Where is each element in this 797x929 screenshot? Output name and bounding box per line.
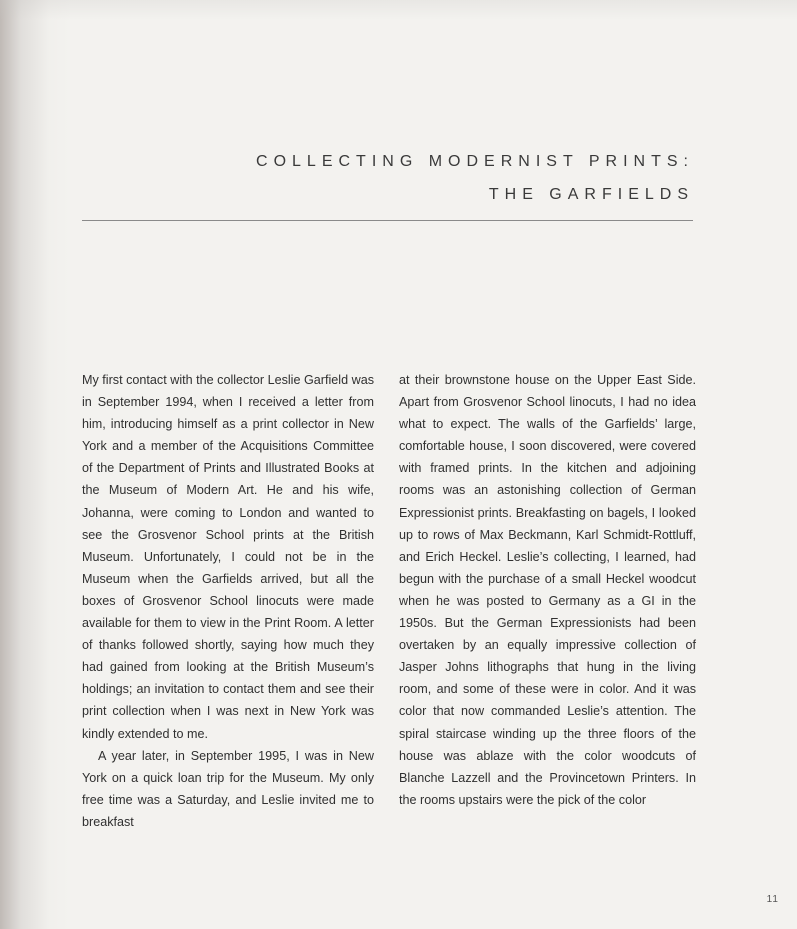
title-divider	[82, 220, 693, 221]
binding-shadow	[0, 0, 70, 929]
paragraph-brownstone-house: at their brownstone house on the Upper East Side. Apart from Grosvenor School linocuts, I had no idea what to expect. The walls of the Garfields’ large, comfortable house, I soon discovered, were covered with framed prints. In the kitchen and adjoining rooms was an astonishing collection of German Expressionist prints. Breakfasting on bagels, I looked up to rows of Max Beckmann, Karl Schmidt-Rottluff, and Erich Heckel. Leslie’s collecting, I learned, had begun with the purchase of a small Heckel woodcut when he was posted to Germany as a GI in the 1950s. But the German Expressionists had been overtaken by an equally impressive collection of Jasper Johns lithographs that hung in the living room, and some of these were in color. And it was color that now commanded Leslie’s attention. The spiral staircase winding up the three floors of the house was ablaze with the color woodcuts of Blanche Lazzell and the Provincetown Printers. In the rooms upstairs were the pick of the color	[399, 373, 696, 807]
text-column-left	[82, 369, 374, 833]
top-shade	[0, 0, 797, 20]
chapter-title-line-1: COLLECTING MODERNIST PRINTS:	[256, 153, 694, 170]
paragraph-first-contact: My first contact with the collector Leslie Garfield was in September 1994, when I received a letter from him, introducing himself as a print collector in New York and a member of the Acquisitions Committee of the Department of Prints and Illustrated Books at the Museum of Modern Art. He and his wife, Johanna, were coming to London and wanted to see the Grosvenor School prints at the British Museum. Unfortunately, I could not be in the Museum when the Garfields arrived, but all the boxes of Grosvenor School linocuts were made available for them to view in the Print Room. A letter of thanks followed shortly, saying how much they had gained from looking at the British Museum’s holdings; an invitation to contact them and see their print collection when I was next in New York was kindly extended to me.	[82, 373, 374, 741]
chapter-title-line-2: THE GARFIELDS	[488, 186, 694, 203]
text-column-right	[399, 369, 696, 811]
page-number: 11	[766, 894, 779, 905]
paragraph-year-later: A year later, in September 1995, I was in New York on a quick loan trip for the Museum. My only free time was a Saturday, and Leslie invited me to breakfast	[82, 748, 374, 829]
